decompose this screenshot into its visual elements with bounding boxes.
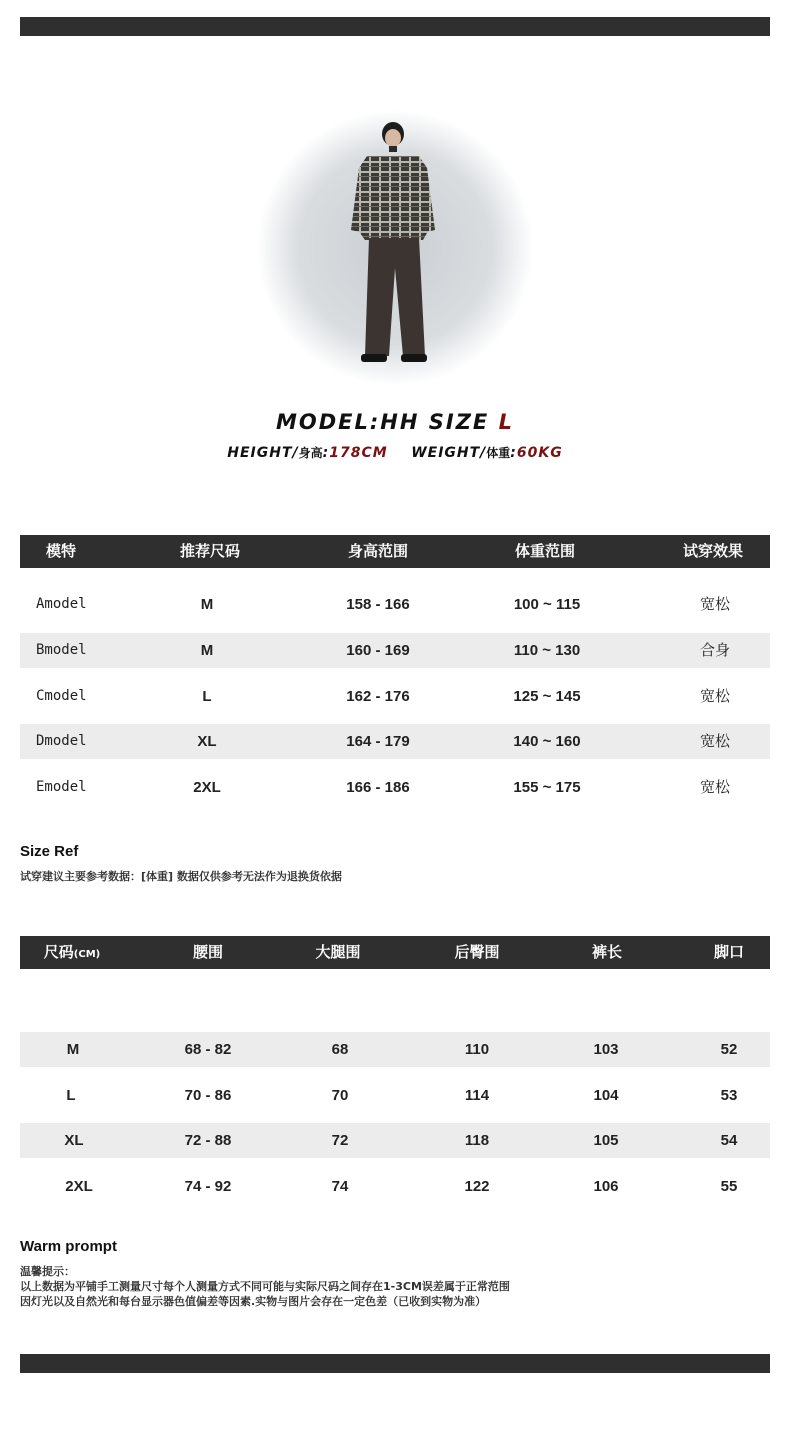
cell-size: M: [200, 596, 214, 613]
size-table-row: [20, 1078, 770, 1113]
cell-height: 162 - 176: [346, 688, 410, 705]
cell-size: L: [66, 1087, 76, 1104]
cell-hip: 110: [464, 1041, 490, 1058]
warm-prompt-line-3: 因灯光以及自然光和每台显示器色值偏差等因素.实物与图片会存在一定色差（已收到实物为准）: [20, 1295, 487, 1308]
size-table-row: [20, 1169, 770, 1204]
cell-thigh: 74: [331, 1178, 349, 1195]
header-thigh: 大腿围: [315, 943, 361, 961]
cell-hip: 118: [464, 1132, 490, 1149]
model-size-heading: [0, 410, 790, 434]
header-fit-effect: 试穿效果: [682, 542, 744, 560]
size-table-header: [20, 936, 770, 969]
cell-fit: 合身: [699, 641, 731, 659]
model-table-row: [20, 679, 770, 714]
cell-length: 106: [593, 1178, 619, 1195]
cell-model: Bmodel: [36, 642, 87, 658]
cell-size: M: [66, 1041, 80, 1058]
cell-hem: 53: [720, 1087, 738, 1104]
header-weight-range: 体重范围: [514, 542, 576, 560]
top-decorative-bar: [20, 17, 770, 36]
cell-fit: 宽松: [699, 687, 731, 705]
size-table-row: [20, 1123, 770, 1158]
header-model: 模特: [45, 542, 77, 560]
cell-model: Amodel: [36, 596, 87, 612]
cell-height: 160 - 169: [346, 642, 410, 659]
cell-weight: 140 ~ 160: [513, 733, 581, 750]
warm-prompt-line-1: 温馨提示：: [20, 1265, 75, 1278]
height-label-cn: 身高: [298, 446, 323, 460]
cell-waist: 70 - 86: [184, 1087, 232, 1104]
model-table-header: [20, 535, 770, 568]
cell-model: Dmodel: [36, 733, 87, 749]
header-recommended-size: 推荐尺码: [179, 542, 241, 560]
cell-thigh: 70: [331, 1087, 349, 1104]
weight-colon: :: [510, 445, 517, 461]
warm-prompt-title: Warm prompt: [20, 1238, 117, 1255]
cell-weight: 155 ~ 175: [513, 779, 581, 796]
cell-hem: 55: [720, 1178, 738, 1195]
model-table-row: [20, 633, 770, 668]
model-size-prefix: MODEL:HH SIZE: [276, 410, 490, 434]
cell-fit: 宽松: [699, 595, 731, 613]
cell-size: 2XL: [193, 779, 221, 796]
size-ref-text: 试穿建议主要参考数据：[体重] 数据仅供参考无法作为退换货依据: [20, 870, 342, 883]
height-label: HEIGHT/: [227, 445, 299, 461]
weight-label-cn: 体重: [486, 446, 511, 460]
header-waist: 腰围: [192, 943, 224, 961]
header-size-cm: [44, 936, 100, 969]
height-value: 178CM: [329, 445, 388, 461]
cell-weight: 125 ~ 145: [513, 688, 581, 705]
cell-thigh: 68: [331, 1041, 349, 1058]
bottom-decorative-bar: [20, 1354, 770, 1373]
header-hip: 后臀围: [454, 943, 500, 961]
cell-fit: 宽松: [699, 778, 731, 796]
cell-height: 164 - 179: [346, 733, 410, 750]
cell-model: Emodel: [36, 779, 87, 795]
model-photo: [255, 108, 535, 388]
cell-hip: 114: [464, 1087, 490, 1104]
cell-height: 158 - 166: [346, 596, 410, 613]
header-hem: 脚口: [713, 943, 745, 961]
cell-size: 2XL: [65, 1178, 93, 1195]
cell-weight: 110 ~ 130: [513, 642, 581, 659]
cell-waist: 72 - 88: [184, 1132, 232, 1149]
cell-fit: 宽松: [699, 732, 731, 750]
cell-waist: 74 - 92: [184, 1178, 232, 1195]
cell-length: 104: [593, 1087, 619, 1104]
header-size-unit: (CM): [73, 949, 101, 960]
height-colon: :: [322, 445, 330, 461]
cell-hem: 52: [720, 1041, 738, 1058]
header-length: 裤长: [591, 943, 623, 961]
cell-size: XL: [64, 1132, 84, 1149]
warm-prompt-line-2: 以上数据为平铺手工测量尺寸每个人测量方式不同可能与实际尺码之间存在1-3CM误差属于正常范围: [20, 1280, 510, 1293]
cell-hip: 122: [464, 1178, 490, 1195]
size-ref-title: Size Ref: [20, 843, 79, 860]
header-size: 尺码: [43, 943, 74, 961]
cell-model: Cmodel: [36, 688, 87, 704]
cell-length: 105: [593, 1132, 619, 1149]
cell-height: 166 - 186: [346, 779, 410, 796]
cell-weight: 100 ~ 115: [513, 596, 581, 613]
header-height-range: 身高范围: [347, 542, 409, 560]
cell-thigh: 72: [331, 1132, 349, 1149]
cell-size: XL: [197, 733, 217, 750]
weight-value: 60KG: [516, 445, 563, 461]
size-table-row: [20, 1032, 770, 1067]
model-size-value: L: [498, 410, 514, 434]
model-measurements: [0, 444, 790, 461]
model-table-row: [20, 770, 770, 805]
cell-hem: 54: [720, 1132, 738, 1149]
model-table-row: [20, 724, 770, 759]
cell-waist: 68 - 82: [184, 1041, 232, 1058]
cell-size: L: [202, 688, 212, 705]
cell-length: 103: [593, 1041, 619, 1058]
model-table-row: [20, 587, 770, 622]
cell-size: M: [200, 642, 214, 659]
weight-label: WEIGHT/: [411, 445, 487, 461]
